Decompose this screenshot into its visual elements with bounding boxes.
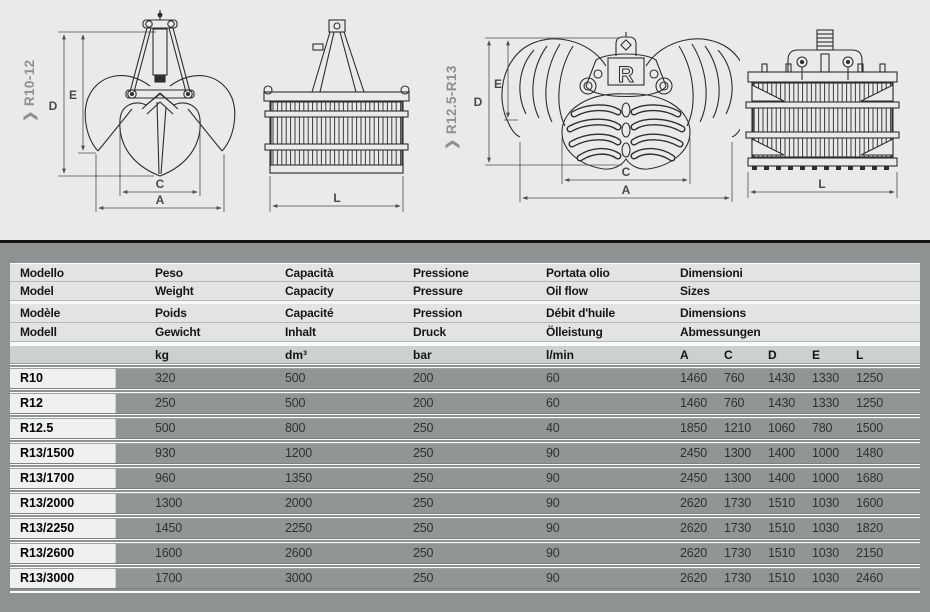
weight-cell: 1300 bbox=[155, 496, 183, 510]
table-row-r13-2000 bbox=[10, 493, 920, 514]
dim-label-a: A bbox=[155, 193, 165, 207]
dim-e-cell: 1030 bbox=[812, 546, 840, 560]
table-row-r10 bbox=[10, 368, 920, 389]
dim-a-cell: 2620 bbox=[680, 521, 708, 535]
table-row-r13-3000 bbox=[10, 568, 920, 589]
dim-l-cell: 1680 bbox=[856, 471, 884, 485]
pressure-cell: 200 bbox=[413, 396, 434, 410]
model-cell: R13/3000 bbox=[10, 569, 115, 588]
oilflow-cell: 90 bbox=[546, 521, 560, 535]
dim-e-cell: 1030 bbox=[812, 521, 840, 535]
dim-c-cell: 1730 bbox=[724, 521, 752, 535]
dim-e-cell: 1330 bbox=[812, 396, 840, 410]
oilflow-cell: 90 bbox=[546, 446, 560, 460]
table-row-r12 bbox=[10, 393, 920, 414]
col-header-weight: Weight bbox=[155, 284, 194, 298]
dim-a-cell: 2450 bbox=[680, 446, 708, 460]
col-header-weight: Gewicht bbox=[155, 325, 201, 339]
oilflow-cell: 60 bbox=[546, 396, 560, 410]
dim-e-cell: 1000 bbox=[812, 471, 840, 485]
dim-d-cell: 1510 bbox=[768, 571, 796, 585]
dim-label-d: D bbox=[473, 95, 483, 109]
col-header-pressure: Pressione bbox=[413, 266, 469, 280]
pressure-cell: 250 bbox=[413, 421, 434, 435]
dim-col-c: C bbox=[724, 348, 733, 362]
dim-c-cell: 760 bbox=[724, 371, 745, 385]
unit-dm3: dm³ bbox=[285, 348, 307, 362]
dim-e-cell: 1030 bbox=[812, 571, 840, 585]
unit-lmin: l/min bbox=[546, 348, 575, 362]
capacity-cell: 500 bbox=[285, 371, 306, 385]
dim-label-e: E bbox=[68, 88, 78, 102]
model-cell: R10 bbox=[10, 369, 115, 388]
col-header-pressure: Pression bbox=[413, 306, 463, 320]
col-header-weight: Poids bbox=[155, 306, 187, 320]
model-range-label-r125-r13: ❯ R12.5-R13 bbox=[444, 65, 459, 150]
dimension-labels bbox=[49, 88, 165, 207]
dim-d-cell: 1510 bbox=[768, 496, 796, 510]
dim-e-cell: 780 bbox=[812, 421, 833, 435]
capacity-cell: 500 bbox=[285, 396, 306, 410]
pressure-cell: 250 bbox=[413, 496, 434, 510]
dim-label-c: C bbox=[155, 177, 165, 191]
col-header-sizes: Dimensions bbox=[680, 306, 747, 320]
weight-cell: 930 bbox=[155, 446, 176, 460]
dim-e-cell: 1030 bbox=[812, 496, 840, 510]
capacity-cell: 800 bbox=[285, 421, 306, 435]
dim-a-cell: 2620 bbox=[680, 496, 708, 510]
dim-l-cell: 1600 bbox=[856, 496, 884, 510]
dim-c-cell: 1730 bbox=[724, 496, 752, 510]
weight-cell: 320 bbox=[155, 371, 176, 385]
dim-c-cell: 1300 bbox=[724, 471, 752, 485]
pressure-cell: 250 bbox=[413, 521, 434, 535]
dim-col-e: E bbox=[812, 348, 821, 362]
dim-l-cell: 1250 bbox=[856, 371, 884, 385]
col-header-model: Modello bbox=[20, 266, 64, 280]
dim-col-l: L bbox=[856, 348, 864, 362]
dim-col-a: A bbox=[680, 348, 689, 362]
capacity-cell: 2250 bbox=[285, 521, 313, 535]
dim-d-cell: 1400 bbox=[768, 471, 796, 485]
dim-a-cell: 2620 bbox=[680, 571, 708, 585]
tine-ribs bbox=[570, 108, 682, 158]
grab-teeth bbox=[752, 166, 889, 170]
orange-peel-grab-side-drawing bbox=[740, 8, 925, 220]
capacity-cell: 2000 bbox=[285, 496, 313, 510]
dim-l-cell: 1250 bbox=[856, 396, 884, 410]
col-header-capacity: Inhalt bbox=[285, 325, 316, 339]
dim-d-cell: 1510 bbox=[768, 546, 796, 560]
col-header-oilflow: Débit d'huile bbox=[546, 306, 615, 320]
pressure-cell: 250 bbox=[413, 571, 434, 585]
weight-cell: 1700 bbox=[155, 571, 183, 585]
col-header-sizes: Dimensioni bbox=[680, 266, 743, 280]
oilflow-cell: 90 bbox=[546, 496, 560, 510]
dim-c-cell: 1730 bbox=[724, 571, 752, 585]
capacity-cell: 2600 bbox=[285, 546, 313, 560]
grab-side-outline bbox=[264, 20, 409, 173]
unit-kg: kg bbox=[155, 348, 170, 362]
model-cell: R12 bbox=[10, 394, 115, 413]
capacity-cell: 3000 bbox=[285, 571, 313, 585]
dim-col-d: D bbox=[768, 348, 777, 362]
col-header-model: Model bbox=[20, 284, 54, 298]
pressure-cell: 250 bbox=[413, 446, 434, 460]
table-row-r13-1500 bbox=[10, 443, 920, 464]
dim-a-cell: 2620 bbox=[680, 546, 708, 560]
dim-a-cell: 1460 bbox=[680, 371, 708, 385]
oilflow-cell: 90 bbox=[546, 546, 560, 560]
r-logo: R bbox=[618, 62, 634, 87]
dim-c-cell: 1730 bbox=[724, 546, 752, 560]
table-bottom-line bbox=[10, 591, 920, 593]
dim-d-cell: 1430 bbox=[768, 371, 796, 385]
col-header-oilflow: Ölleistung bbox=[546, 325, 603, 339]
dim-l-cell: 1820 bbox=[856, 521, 884, 535]
dim-l-cell: 2460 bbox=[856, 571, 884, 585]
oilflow-cell: 90 bbox=[546, 571, 560, 585]
model-range-label-r10-12: ❯ R10-12 bbox=[22, 59, 37, 122]
model-cell: R13/1700 bbox=[10, 469, 115, 488]
weight-cell: 1450 bbox=[155, 521, 183, 535]
pressure-cell: 250 bbox=[413, 471, 434, 485]
col-header-pressure: Druck bbox=[413, 325, 447, 339]
weight-cell: 250 bbox=[155, 396, 176, 410]
pressure-cell: 200 bbox=[413, 371, 434, 385]
dim-label-c: C bbox=[621, 165, 631, 179]
peel-side-outline bbox=[746, 30, 899, 170]
dim-c-cell: 1210 bbox=[724, 421, 752, 435]
dim-label-e: E bbox=[493, 77, 503, 91]
table-units-row bbox=[10, 345, 920, 364]
dim-d-cell: 1400 bbox=[768, 446, 796, 460]
clamshell-grab-side-drawing bbox=[250, 8, 435, 220]
table-row-r13-1700 bbox=[10, 468, 920, 489]
table-header-row-fr bbox=[10, 304, 920, 323]
clamshell-grab-outline bbox=[85, 10, 235, 176]
model-cell: R13/1500 bbox=[10, 444, 115, 463]
capacity-cell: 1350 bbox=[285, 471, 313, 485]
col-header-model: Modell bbox=[20, 325, 57, 339]
dim-c-cell: 760 bbox=[724, 396, 745, 410]
dim-l-cell: 2150 bbox=[856, 546, 884, 560]
col-header-oilflow: Oil flow bbox=[546, 284, 588, 298]
dim-d-cell: 1510 bbox=[768, 521, 796, 535]
oilflow-cell: 90 bbox=[546, 471, 560, 485]
table-header-row-it bbox=[10, 263, 920, 282]
weight-cell: 960 bbox=[155, 471, 176, 485]
pressure-cell: 250 bbox=[413, 546, 434, 560]
dim-e-cell: 1330 bbox=[812, 371, 840, 385]
col-header-sizes: Sizes bbox=[680, 284, 710, 298]
oilflow-cell: 60 bbox=[546, 371, 560, 385]
dim-label-a: A bbox=[621, 183, 631, 197]
dim-label-l: L bbox=[818, 177, 826, 191]
unit-bar: bar bbox=[413, 348, 432, 362]
dim-l-cell: 1500 bbox=[856, 421, 884, 435]
table-header-row-en bbox=[10, 282, 920, 301]
dim-a-cell: 1460 bbox=[680, 396, 708, 410]
dim-d-cell: 1060 bbox=[768, 421, 796, 435]
dim-c-cell: 1300 bbox=[724, 446, 752, 460]
dim-d-cell: 1430 bbox=[768, 396, 796, 410]
weight-cell: 1600 bbox=[155, 546, 183, 560]
table-row-r12-5 bbox=[10, 418, 920, 439]
units-model-empty bbox=[10, 346, 115, 364]
table-row-r13-2250 bbox=[10, 518, 920, 539]
orange-peel-grab-front-drawing bbox=[470, 8, 740, 220]
table-row-r13-2600 bbox=[10, 543, 920, 564]
model-cell: R12.5 bbox=[10, 419, 115, 438]
weight-cell: 500 bbox=[155, 421, 176, 435]
dim-l-cell: 1480 bbox=[856, 446, 884, 460]
dim-a-cell: 2450 bbox=[680, 471, 708, 485]
dim-label-l: L bbox=[333, 191, 341, 205]
model-cell: R13/2600 bbox=[10, 544, 115, 563]
col-header-oilflow: Portata olio bbox=[546, 266, 610, 280]
dim-a-cell: 1850 bbox=[680, 421, 708, 435]
col-header-sizes: Abmessungen bbox=[680, 325, 761, 339]
col-header-capacity: Capacité bbox=[285, 306, 334, 320]
spec-table bbox=[10, 263, 920, 593]
capacity-cell: 1200 bbox=[285, 446, 313, 460]
col-header-weight: Peso bbox=[155, 266, 183, 280]
clamshell-grab-front-drawing bbox=[40, 8, 240, 220]
table-header-row-de bbox=[10, 323, 920, 342]
dim-label-d: D bbox=[48, 99, 58, 113]
col-header-capacity: Capacità bbox=[285, 266, 334, 280]
peel-grab-outline bbox=[502, 32, 740, 169]
model-cell: R13/2250 bbox=[10, 519, 115, 538]
col-header-model: Modèle bbox=[20, 306, 61, 320]
dim-e-cell: 1000 bbox=[812, 446, 840, 460]
col-header-pressure: Pressure bbox=[413, 284, 463, 298]
model-cell: R13/2000 bbox=[10, 494, 115, 513]
oilflow-cell: 40 bbox=[546, 421, 560, 435]
col-header-capacity: Capacity bbox=[285, 284, 334, 298]
